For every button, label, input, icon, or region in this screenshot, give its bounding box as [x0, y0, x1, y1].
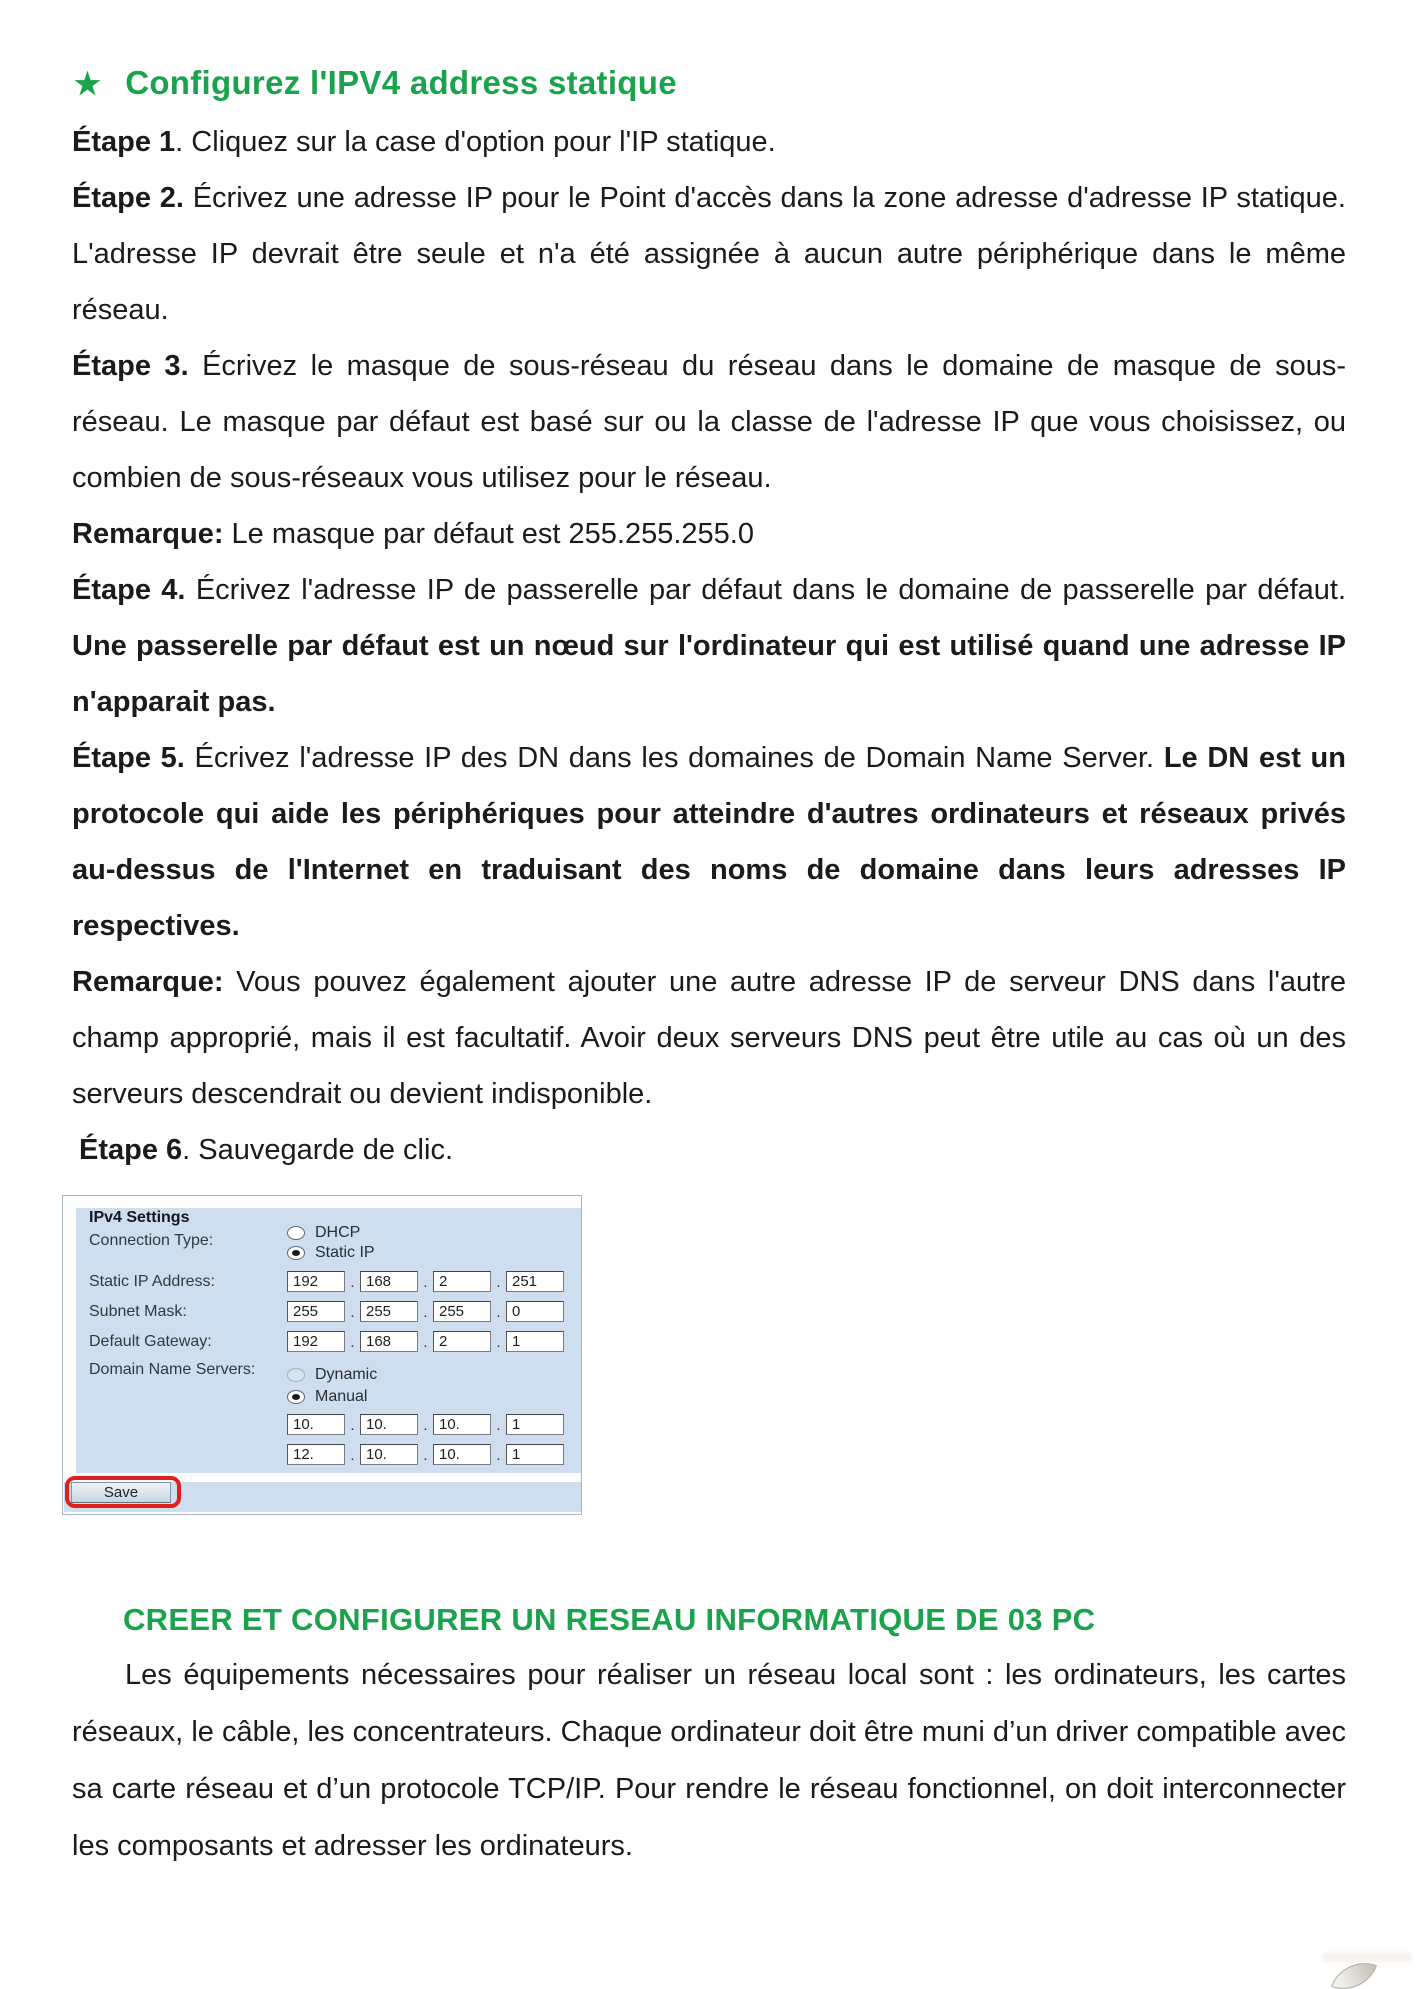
dhcp-radio-label: DHCP [315, 1224, 361, 1241]
static-ip-octet-4[interactable] [506, 1271, 564, 1292]
octet-separator: . [423, 1417, 428, 1434]
static-ip-octets [287, 1271, 564, 1292]
section-paragraph: Les équipements nécessaires pour réaliser un réseau local sont : les ordinateurs, les cartes réseaux, le câble, les concentrateurs. Chaque ordinateur doit être muni d’un driver compatible avec sa carte réseau et d’un protocole TCP/IP. Pour rendre le réseau fonctionnel, on doit interconnecter les composants et adresser les ordinateurs. [72, 1659, 1346, 1862]
page-title [72, 63, 1346, 105]
gateway-octet-4[interactable] [506, 1331, 564, 1352]
star-icon: ★ [74, 68, 102, 101]
page-title-text: Configurez l'IPV4 address statique [125, 64, 677, 101]
static-ip-row [89, 1271, 564, 1292]
static-ip-label: Static IP Address: [89, 1272, 215, 1290]
save-button[interactable]: Save [71, 1482, 171, 1503]
gateway-octet-1[interactable] [287, 1331, 345, 1352]
steps-text [72, 114, 1346, 1178]
step-3-paragraph: Étape 3. Écrivez le masque de sous-réseau du réseau dans le domaine de masque de sous-réseau. Le masque par défaut est basé sur ou la classe de l'adresse IP que vous choisissez, ou combien de sous-réseaux vous utilisez pour le réseau. [72, 350, 1346, 494]
ipv4-settings-panel [62, 1195, 582, 1515]
static-ip-octet-1[interactable] [287, 1271, 345, 1292]
octet-separator: . [350, 1274, 355, 1291]
remark-subnet-paragraph: Remarque: Le masque par défaut est 255.255.255.0 [72, 518, 754, 550]
subnet-mask-label: Subnet Mask: [89, 1302, 187, 1320]
step-6-paragraph: Étape 6. Sauvegarde de clic. [79, 1134, 453, 1166]
dns2-octet-4[interactable] [506, 1444, 564, 1465]
octet-separator: . [423, 1274, 428, 1291]
octet-separator: . [496, 1447, 501, 1464]
subnet-octet-3[interactable] [433, 1301, 491, 1322]
octet-separator: . [423, 1334, 428, 1351]
dynamic-dns-radio-label: Dynamic [315, 1366, 378, 1383]
subnet-octet-1[interactable] [287, 1301, 345, 1322]
dns-row-1 [287, 1414, 564, 1435]
octet-separator: . [350, 1304, 355, 1321]
dns-servers-label: Domain Name Servers: [89, 1361, 256, 1378]
dns1-octet-4[interactable] [506, 1414, 564, 1435]
watermark-smudge [1322, 1952, 1412, 1962]
octet-separator: . [423, 1304, 428, 1321]
static-ip-octet-3[interactable] [433, 1271, 491, 1292]
octet-separator: . [496, 1274, 501, 1291]
step-4-paragraph: Étape 4. Écrivez l'adresse IP de passerelle par défaut dans le domaine de passerelle par défaut. Une passerelle par défaut est un nœud sur l'ordinateur qui est utilisé quand une adresse IP n'apparait pas. [72, 574, 1347, 718]
dynamic-dns-radio[interactable] [287, 1368, 305, 1382]
dns-option-manual [287, 1388, 367, 1406]
panel-title: IPv4 Settings [89, 1209, 190, 1226]
dns1-octet-3[interactable] [433, 1414, 491, 1435]
subnet-octet-2[interactable] [360, 1301, 418, 1322]
octet-separator: . [350, 1417, 355, 1434]
dns1-octet-1[interactable] [287, 1414, 345, 1435]
octet-separator: . [496, 1304, 501, 1321]
octet-separator: . [350, 1334, 355, 1351]
gateway-octet-2[interactable] [360, 1331, 418, 1352]
step-5-paragraph: Étape 5. Écrivez l'adresse IP des DN dans les domaines de Domain Name Server. Le DN est un protocole qui aide les périphériques pour atteindre d'autres ordinateurs et réseaux privés au-dessus de l'Internet en traduisant des noms de domaine dans leurs adresses IP respectives. [72, 742, 1346, 942]
octet-separator: . [350, 1447, 355, 1464]
default-gateway-label: Default Gateway: [89, 1332, 212, 1350]
static-ip-octet-2[interactable] [360, 1271, 418, 1292]
manual-dns-radio-label: Manual [315, 1388, 368, 1405]
connection-type-option-dhcp [287, 1224, 360, 1242]
manual-dns-radio[interactable] [287, 1390, 305, 1404]
static-ip-radio[interactable] [287, 1246, 305, 1260]
default-gateway-row [89, 1331, 564, 1352]
octet-separator: . [423, 1447, 428, 1464]
dns1-octet-2[interactable] [360, 1414, 418, 1435]
dns2-octet-3[interactable] [433, 1444, 491, 1465]
connection-type-option-static [287, 1244, 375, 1262]
subnet-mask-octets [287, 1301, 564, 1322]
remark-dns-paragraph: Remarque: Vous pouvez également ajouter une autre adresse IP de serveur DNS dans l'autre champ approprié, mais il est facultatif. Avoir deux serveurs DNS peut être utile au cas où un des serveurs descendrait ou devient indisponible. [72, 966, 1346, 1110]
connection-type-label: Connection Type: [89, 1232, 214, 1249]
dns-row-2 [287, 1444, 564, 1465]
main-text-column [72, 63, 1346, 1178]
dhcp-radio[interactable] [287, 1226, 305, 1240]
octet-separator: . [496, 1417, 501, 1434]
dns2-octet-2[interactable] [360, 1444, 418, 1465]
subnet-octet-4[interactable] [506, 1301, 564, 1322]
ipv4-settings-form-area [76, 1208, 581, 1473]
dns2-octet-1[interactable] [287, 1444, 345, 1465]
default-gateway-octets [287, 1331, 564, 1352]
subnet-mask-row [89, 1301, 564, 1322]
gateway-octet-3[interactable] [433, 1331, 491, 1352]
step-2-paragraph: Étape 2. Écrivez une adresse IP pour le Point d'accès dans la zone adresse d'adresse IP statique. L'adresse IP devrait être seule et n'a été assignée à aucun autre périphérique dans le même réseau. [72, 182, 1346, 326]
dns-option-dynamic [287, 1366, 377, 1384]
octet-separator: . [496, 1334, 501, 1351]
step-1-paragraph: Étape 1. Cliquez sur la case d'option pour l'IP statique. [72, 126, 776, 158]
section-heading: CREER ET CONFIGURER UN RESEAU INFORMATIQUE DE 03 PC [123, 1602, 1096, 1637]
static-ip-radio-label: Static IP [315, 1244, 375, 1261]
